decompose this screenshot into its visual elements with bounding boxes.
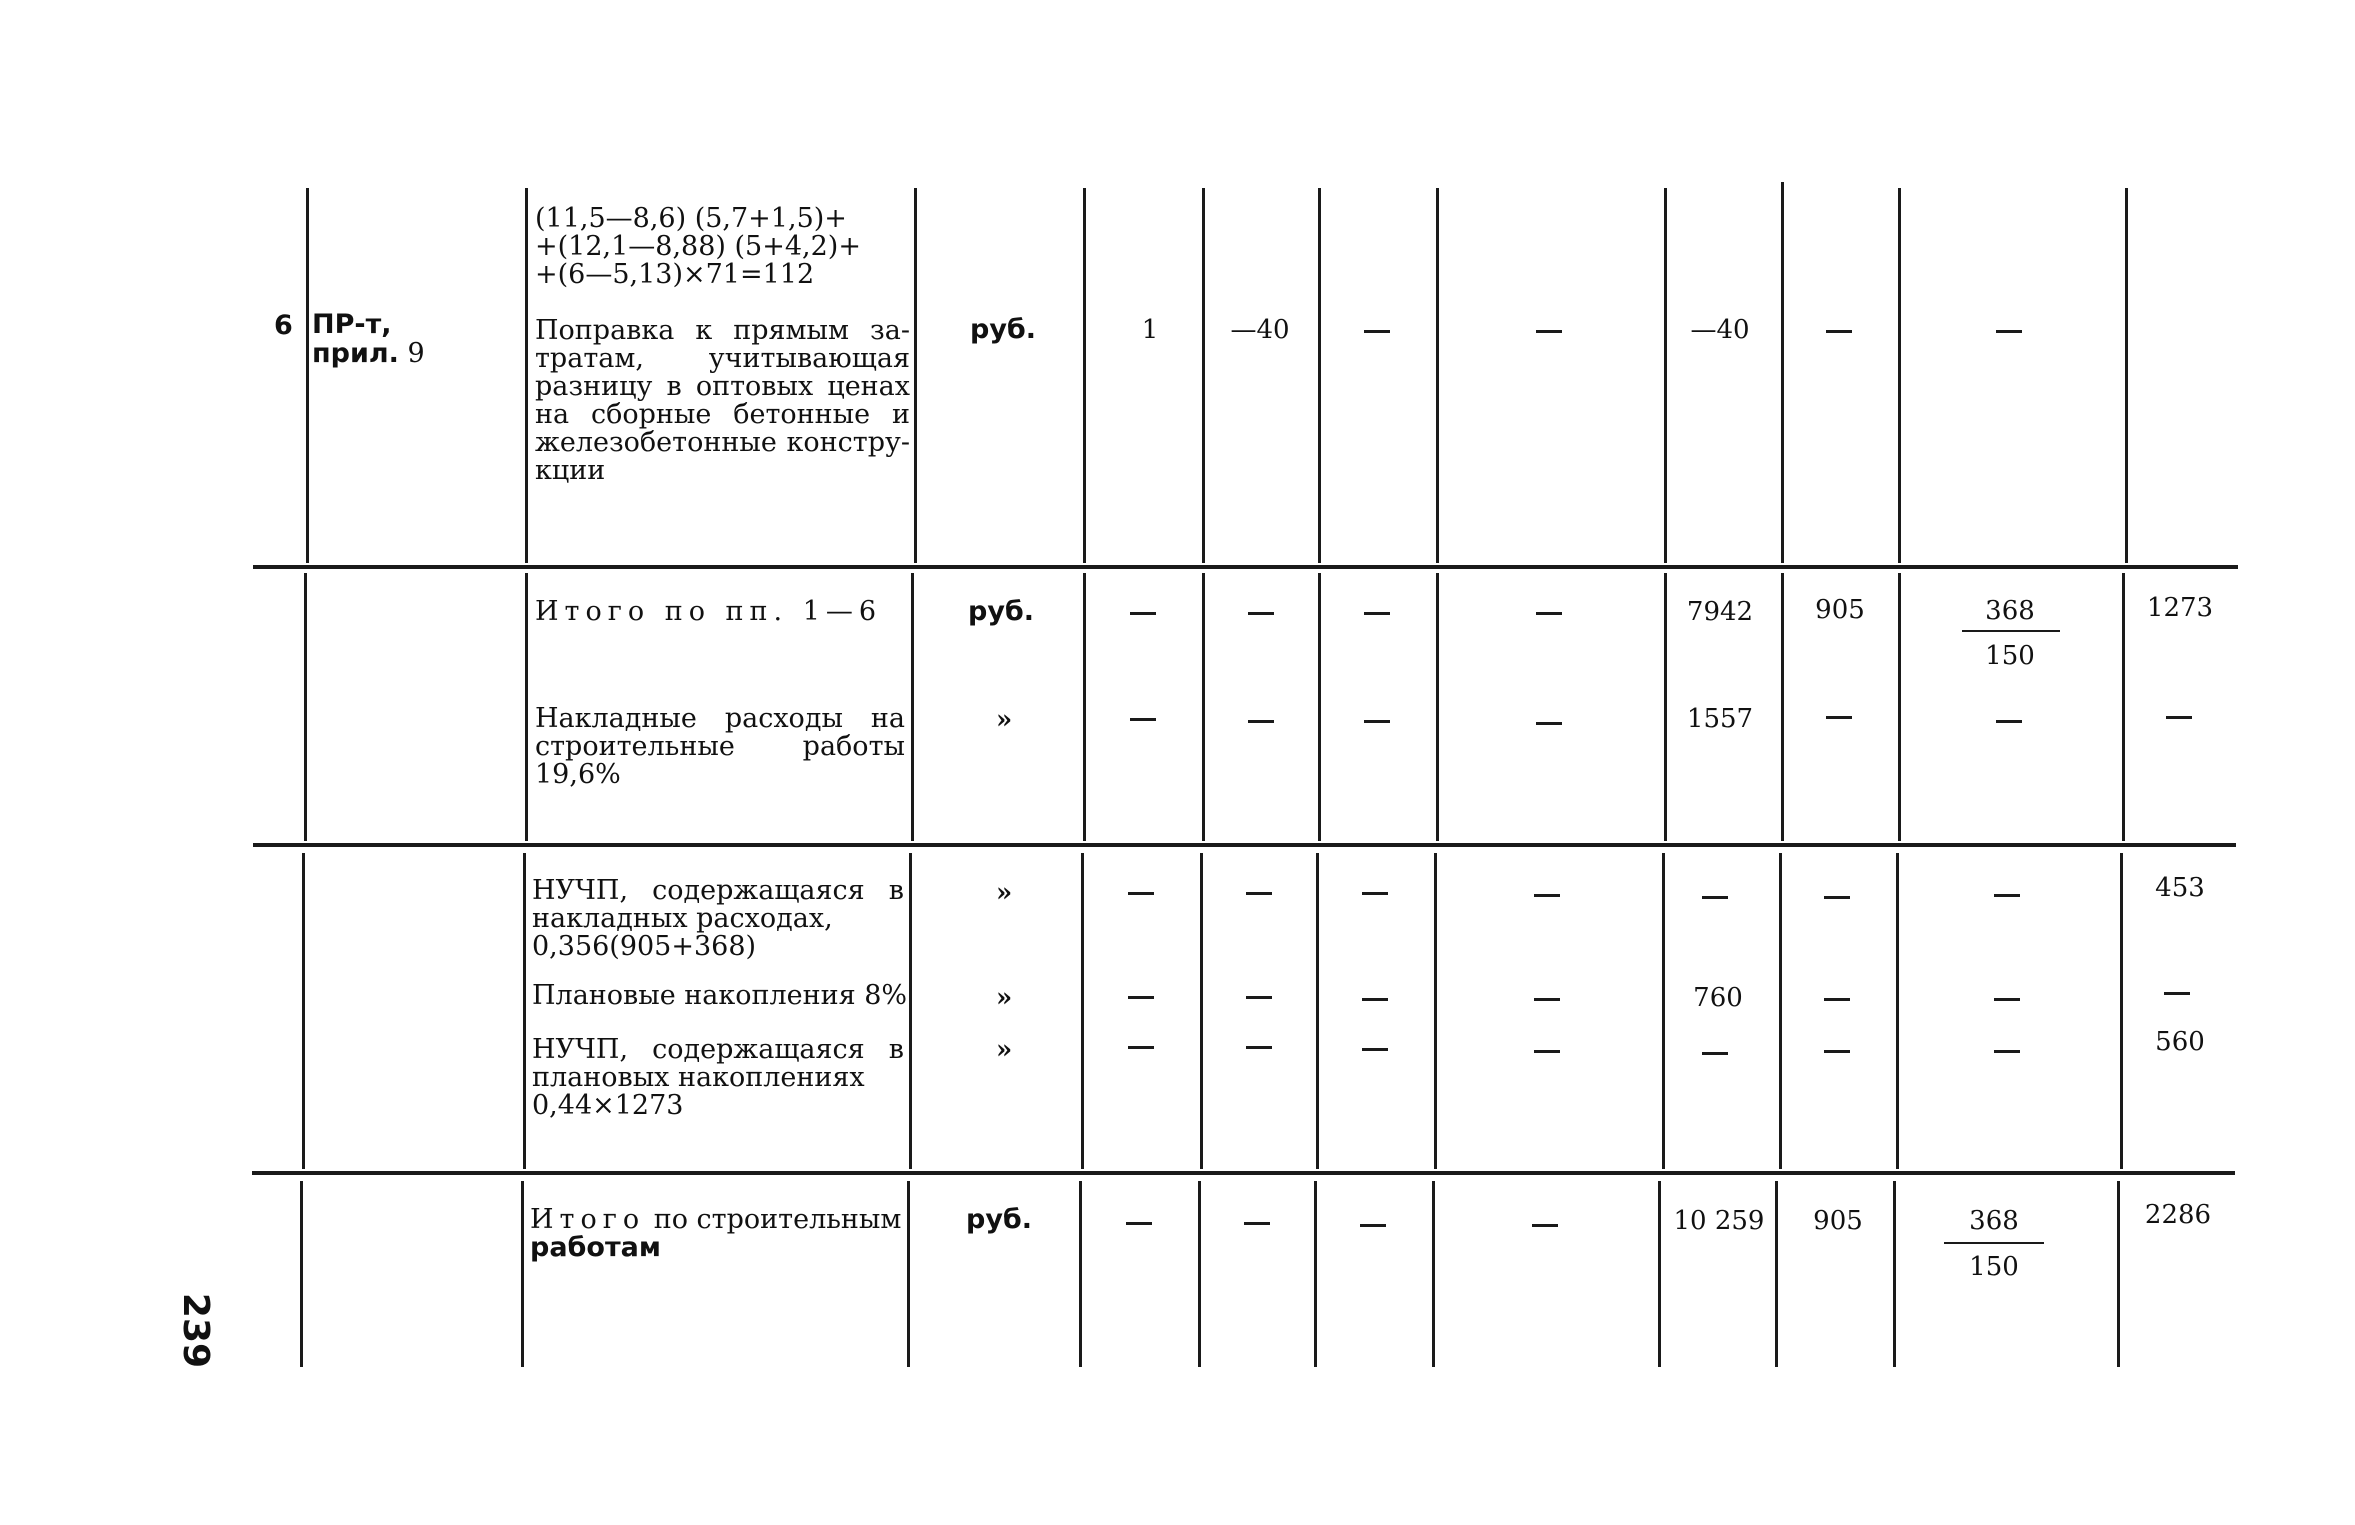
- desc-line: НУЧП, содержащаяся в: [532, 1034, 904, 1065]
- dash: [1244, 1222, 1270, 1225]
- col10-itogo-build: 2286: [2144, 1200, 2212, 1230]
- col-rule-1d: [300, 1181, 303, 1367]
- dash: [1128, 1046, 1154, 1049]
- desc-line: 19,6%: [535, 759, 621, 790]
- dash: [1996, 720, 2022, 723]
- col-rule-8: [1664, 188, 1667, 563]
- col-rule-3c: [909, 853, 912, 1169]
- col-rule-8b: [1664, 573, 1667, 841]
- dash: [1702, 1052, 1728, 1055]
- dash: [1824, 1050, 1850, 1053]
- dash: [1824, 998, 1850, 1001]
- desc-line: НУЧП, содержащаяся в: [532, 875, 904, 906]
- description-nuchp-overhead: [532, 877, 904, 961]
- row-number: 6: [274, 310, 293, 341]
- page-number: 239: [175, 1292, 217, 1369]
- reference-line-1: ПР-т,: [312, 309, 392, 340]
- col8-itogo-build: 905: [1813, 1206, 1863, 1236]
- itogo-1-6-label: Итого по пп. 1—6: [535, 596, 883, 627]
- formula-line: +(6—5,13)×71=112: [535, 259, 815, 290]
- dash: [1364, 612, 1390, 615]
- col-rule-5b: [1202, 573, 1205, 841]
- fraction-line: [1944, 1242, 2044, 1244]
- col7-row6: —40: [1690, 315, 1750, 345]
- itogo-build-label-1: Итого по строительным: [530, 1204, 902, 1235]
- col-rule-2b: [525, 573, 528, 841]
- dash: [1248, 612, 1274, 615]
- dash: [1826, 716, 1852, 719]
- col-rule-1c: [302, 853, 305, 1169]
- col9-itogo16-top: 368: [1985, 596, 2035, 626]
- col-rule-3d: [907, 1181, 910, 1367]
- col-rule-7b: [1436, 573, 1439, 841]
- dash: [1364, 720, 1390, 723]
- desc-line: Плановые накопления 8%: [532, 980, 908, 1011]
- dash: [1126, 1222, 1152, 1225]
- formula-line: (11,5—8,6) (5,7+1,5)+: [535, 203, 847, 234]
- dash: [1362, 1048, 1388, 1051]
- col-rule-11b: [2122, 573, 2125, 841]
- unit-itogo-build: руб.: [966, 1204, 1033, 1235]
- desc-line: кции: [535, 455, 606, 486]
- unit-itogo16: руб.: [968, 596, 1035, 627]
- col10-itogo16: 1273: [2146, 593, 2214, 623]
- desc-line: накладных расходах,: [532, 903, 833, 934]
- dash: [1362, 998, 1388, 1001]
- col3-row6: —40: [1230, 315, 1290, 345]
- col-rule-11c: [2120, 853, 2123, 1169]
- description-overhead: [535, 705, 905, 789]
- col-rule-11: [2125, 188, 2128, 563]
- col-rule-4d: [1079, 1181, 1082, 1367]
- col9-itogo-build-bottom: 150: [1969, 1252, 2019, 1282]
- col-rule-9d: [1775, 1181, 1778, 1367]
- dash: [1534, 894, 1560, 897]
- formula-line: +(12,1—8,88) (5+4,2)+: [535, 231, 861, 262]
- dash: [1130, 718, 1156, 721]
- dash: [1826, 330, 1852, 333]
- description-nuchp-planned: [532, 1036, 904, 1120]
- col-rule-11d: [2117, 1181, 2120, 1367]
- dash: [1994, 1050, 2020, 1053]
- dash: [1128, 996, 1154, 999]
- col-rule-6c: [1316, 853, 1319, 1169]
- desc-line: Поправка к прямым за-: [535, 315, 910, 346]
- col-rule-3: [914, 188, 917, 563]
- col-rule-1b: [304, 573, 307, 841]
- col9-itogo-build-top: 368: [1969, 1206, 2019, 1236]
- row-rule-2: [253, 843, 2236, 847]
- col-rule-5d: [1198, 1181, 1201, 1367]
- col-rule-8c: [1662, 853, 1665, 1169]
- col-rule-1: [306, 188, 309, 563]
- desc-line: тратам, учитывающая: [535, 343, 910, 374]
- col10-nuchp1: 453: [2155, 873, 2205, 903]
- row-rule-1: [253, 565, 2238, 569]
- col-rule-7d: [1432, 1181, 1435, 1367]
- dash: [1128, 892, 1154, 895]
- col-rule-7c: [1434, 853, 1437, 1169]
- col-rule-8d: [1658, 1181, 1661, 1367]
- col7-itogo-build: 10 259: [1673, 1206, 1765, 1236]
- col-rule-9: [1781, 182, 1784, 563]
- fraction-line: [1962, 630, 2060, 632]
- itogo-build-label-2: работам: [530, 1232, 661, 1263]
- dash: [2164, 992, 2190, 995]
- unit-nuchp2: »: [996, 1035, 1013, 1065]
- dash: [1996, 330, 2022, 333]
- dash: [1246, 892, 1272, 895]
- dash: [1246, 1046, 1272, 1049]
- col8-itogo16: 905: [1815, 595, 1865, 625]
- desc-line: Накладные расходы на: [535, 703, 905, 734]
- description-row6: [535, 317, 910, 485]
- dash: [2166, 716, 2192, 719]
- dash: [1362, 892, 1388, 895]
- col-rule-9b: [1781, 573, 1784, 841]
- desc-line: железобетонные констру-: [535, 427, 910, 458]
- dash: [1532, 1224, 1558, 1227]
- col-rule-7: [1436, 188, 1439, 563]
- dash: [1702, 896, 1728, 899]
- dash: [1248, 720, 1274, 723]
- col7-overhead: 1557: [1686, 704, 1754, 734]
- dash: [1534, 1050, 1560, 1053]
- col-rule-3b: [911, 573, 914, 841]
- desc-line: разницу в оптовых ценах: [535, 371, 910, 402]
- reference-line-2: прил. 9: [312, 338, 425, 369]
- col10-nuchp2: 560: [2155, 1027, 2205, 1057]
- col-rule-4c: [1081, 853, 1084, 1169]
- col-rule-4: [1083, 188, 1086, 563]
- dash: [1246, 996, 1272, 999]
- dash: [1536, 330, 1562, 333]
- desc-line: 0,356(905+368): [532, 931, 757, 962]
- col9-itogo16-bottom: 150: [1985, 641, 2035, 671]
- desc-line: плановых накоплениях: [532, 1062, 865, 1093]
- desc-line: на сборные бетонные и: [535, 399, 910, 430]
- qty-row6: 1: [1141, 315, 1159, 345]
- desc-line: 0,44×1273: [532, 1090, 684, 1121]
- row-rule-3: [252, 1171, 2235, 1175]
- unit-nuchp1: »: [996, 878, 1013, 908]
- col-rule-6: [1318, 188, 1321, 563]
- col-rule-5c: [1200, 853, 1203, 1169]
- col-rule-5: [1202, 188, 1205, 563]
- dash: [1536, 722, 1562, 725]
- unit-overhead: »: [996, 705, 1013, 735]
- dash: [1130, 612, 1156, 615]
- dash: [1534, 998, 1560, 1001]
- col-rule-2d: [521, 1181, 524, 1367]
- col-rule-2: [525, 188, 528, 563]
- col-rule-10: [1898, 188, 1901, 563]
- col-rule-9c: [1779, 853, 1782, 1169]
- col7-planned: 760: [1693, 983, 1743, 1013]
- col-rule-4b: [1083, 573, 1086, 841]
- unit-row6: руб.: [970, 314, 1037, 345]
- unit-planned: »: [996, 983, 1013, 1013]
- dash: [1536, 612, 1562, 615]
- col-rule-10c: [1896, 853, 1899, 1169]
- dash: [1360, 1224, 1386, 1227]
- col-rule-10b: [1898, 573, 1901, 841]
- col-rule-2c: [523, 853, 526, 1169]
- dash: [1364, 330, 1390, 333]
- dash: [1994, 998, 2020, 1001]
- dash: [1994, 894, 2020, 897]
- dash: [1824, 896, 1850, 899]
- col7-itogo16: 7942: [1686, 597, 1754, 627]
- col-rule-6d: [1314, 1181, 1317, 1367]
- formula-block: [535, 205, 910, 289]
- description-planned: [532, 980, 908, 1011]
- col-rule-6b: [1318, 573, 1321, 841]
- desc-line: строительные работы: [535, 731, 905, 762]
- col-rule-10d: [1893, 1181, 1896, 1367]
